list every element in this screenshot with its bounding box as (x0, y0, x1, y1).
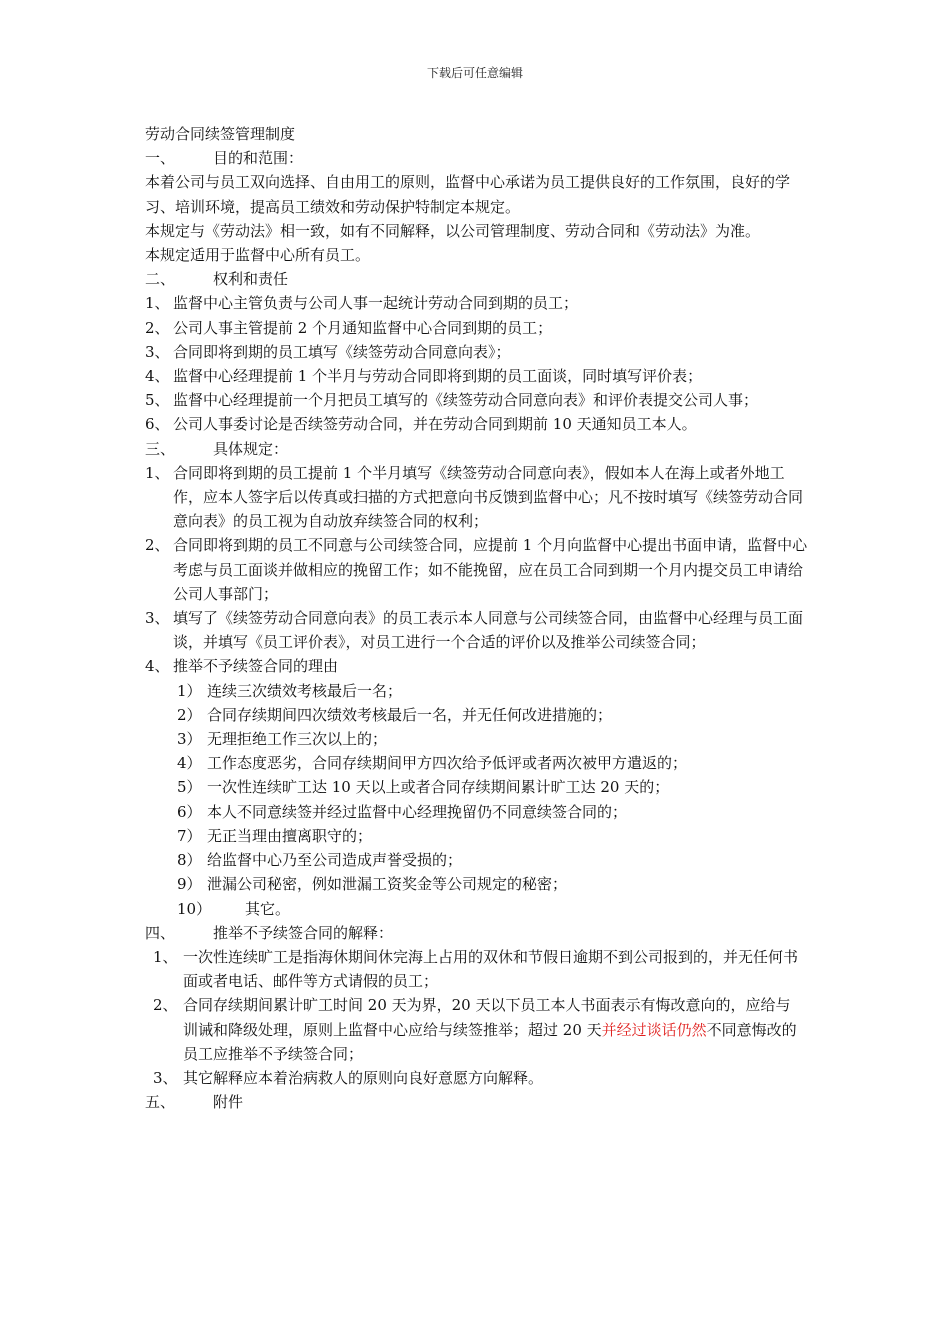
item-text: 一次性连续旷工是指海休期间休完海上占用的双休和节假日逾期不到公司报到的，并无任何书面或者电话、邮件等方式请假的员工； (183, 947, 799, 991)
document-body (145, 122, 815, 1114)
reason-number: 2） (177, 705, 202, 724)
item-text-part: 不同意悔改的员工应推举不予续签合同； (183, 1020, 797, 1063)
item-text: 合同即将到期的员工提前 1 个半月填写《续签劳动合同意向表》，假如本人在海上或者外地工作，应本人签字后以传真或扫描的方式把意向书反馈到监督中心；凡不按时填写《续签劳动合同意向表》的员工视为自动放弃续签合同的权利； (173, 463, 804, 531)
item-text: 合同即将到期的员工填写《续签劳动合同意向表》； (173, 342, 511, 361)
reason-text: 连续三次绩效考核最后一名； (207, 681, 403, 700)
reason-item (145, 703, 815, 727)
reason-number: 10） (177, 899, 212, 918)
reason-text: 一次性连续旷工达 10 天以上或者合同存续期间累计旷工达 20 天的； (207, 778, 670, 797)
section-number: 五、 (145, 1093, 176, 1112)
item-number: 1、 (145, 463, 170, 482)
list-item (145, 291, 815, 315)
paragraph: 本着公司与员工双向选择、自由用工的原则，监督中心承诺为员工提供良好的工作氛围，良好的学习、培训环境，提高员工绩效和劳动保护特制定本规定。 (145, 173, 791, 216)
list-item (145, 364, 815, 388)
item-text: 其它解释应本着治病救人的原则向良好意愿方向解释。 (183, 1068, 544, 1087)
item-number: 3、 (145, 609, 170, 628)
reason-item (145, 751, 815, 775)
reason-number: 3） (177, 730, 202, 749)
list-item (145, 340, 815, 364)
item-text: 公司人事主管提前 2 个月通知监督中心合同到期的员工； (173, 318, 553, 337)
list-item (145, 993, 805, 1066)
list-item (145, 1066, 815, 1090)
section-title: 目的和范围： (213, 149, 304, 168)
item-number: 2、 (153, 996, 178, 1015)
reason-number: 6） (177, 802, 202, 821)
document-title: 劳动合同续签管理制度 (145, 125, 296, 143)
reason-item (145, 872, 815, 896)
item-text: 填写了《续签劳动合同意向表》的员工表示本人同意与公司续签合同，由监督中心经理与员工面谈，并填写《员工评价表》，对员工进行一个合适的评价以及推举公司续签合同； (173, 609, 804, 652)
reason-number: 4） (177, 754, 202, 773)
section-title: 权利和责任 (213, 270, 289, 289)
list-item (145, 461, 809, 534)
item-number: 6、 (145, 415, 170, 434)
list-item (145, 316, 815, 340)
section-3-heading (145, 437, 815, 461)
reason-text: 工作态度恶劣，合同存续期间甲方四次给予低评或者两次被甲方遣返的； (207, 754, 688, 773)
item-text: 推举不予续签合同的理由 (173, 657, 339, 676)
list-item (145, 654, 815, 678)
item-number: 3、 (145, 342, 170, 361)
item-text: 公司人事委讨论是否续签劳动合同，并在劳动合同到期前 10 天通知员工本人。 (173, 415, 697, 434)
reason-text: 无理拒绝工作三次以上的； (207, 730, 388, 749)
item-number: 2、 (145, 536, 170, 555)
reason-item (145, 727, 815, 751)
reason-text: 其它。 (245, 899, 291, 918)
item-text: 合同即将到期的员工不同意与公司续签合同，应提前 1 个月向监督中心提出书面申请，监督中心考虑与员工面谈并做相应的挽留工作；如不能挽留，应在员工合同到期一个月内提交员工申请给公司人事部门； (173, 536, 808, 603)
section-number: 三、 (145, 439, 176, 458)
section-2-heading (145, 267, 815, 291)
reason-text: 给监督中心乃至公司造成声誉受损的； (207, 851, 463, 870)
section-5-heading (145, 1090, 815, 1114)
item-text-part: 合同存续期间累计旷工时间 20 天为界，20 天以下员工本人书面表示有悔改意向的，应给与训诫和降级处理，原则上监督中心应给与续签推举；超过 20 天 (183, 996, 791, 1039)
reason-item (145, 824, 815, 848)
item-number: 5、 (145, 391, 170, 410)
list-item (145, 533, 817, 606)
list-item (145, 388, 805, 412)
page-header: 下载后可任意编辑 (426, 66, 523, 80)
reason-item (145, 775, 815, 799)
item-number: 1、 (145, 294, 170, 313)
section-number: 四、 (145, 923, 176, 942)
reason-number: 9） (177, 875, 202, 894)
item-number: 3、 (153, 1068, 178, 1087)
reason-item (145, 897, 815, 921)
paragraph: 本规定与《劳动法》相一致，如有不同解释，以公司管理制度、劳动合同和《劳动法》为准。 (145, 221, 761, 240)
item-text: 监督中心主管负责与公司人事一起统计劳动合同到期的员工； (173, 294, 579, 313)
item-text (183, 993, 805, 1066)
section-number: 一、 (145, 149, 176, 168)
section-title: 具体规定： (213, 439, 289, 458)
item-text: 监督中心经理提前 1 个半月与劳动合同即将到期的员工面谈，同时填写评价表； (173, 367, 703, 386)
item-number: 2、 (145, 318, 170, 337)
reason-item (145, 848, 815, 872)
highlighted-text: 并经过谈话仍然 (601, 1020, 707, 1039)
reason-number: 5） (177, 778, 202, 797)
reason-item (145, 679, 815, 703)
item-number: 1、 (153, 947, 178, 966)
section-number: 二、 (145, 270, 176, 289)
section-1-heading (145, 146, 815, 170)
section-title: 附件 (213, 1093, 244, 1112)
section-4-heading (145, 921, 815, 945)
list-item (145, 412, 815, 436)
item-text: 监督中心经理提前一个月把员工填写的《续签劳动合同意向表》和评价表提交公司人事； (173, 391, 759, 410)
item-number: 4、 (145, 657, 170, 676)
reason-number: 8） (177, 851, 202, 870)
reason-number: 1） (177, 681, 202, 700)
reason-text: 泄漏公司秘密，例如泄漏工资奖金等公司规定的秘密； (207, 875, 568, 894)
reason-text: 无正当理由擅离职守的； (207, 826, 373, 845)
reason-text: 本人不同意续签并经过监督中心经理挽留仍不同意续签合同的； (207, 802, 628, 821)
list-item (145, 606, 809, 654)
reason-item (145, 800, 815, 824)
list-item (145, 945, 805, 993)
section-title: 推举不予续签合同的解释： (213, 923, 394, 942)
item-number: 4、 (145, 367, 170, 386)
reason-number: 7） (177, 826, 202, 845)
reason-text: 合同存续期间四次绩效考核最后一名，并无任何改进措施的； (207, 705, 613, 724)
paragraph: 本规定适用于监督中心所有员工。 (145, 246, 371, 265)
